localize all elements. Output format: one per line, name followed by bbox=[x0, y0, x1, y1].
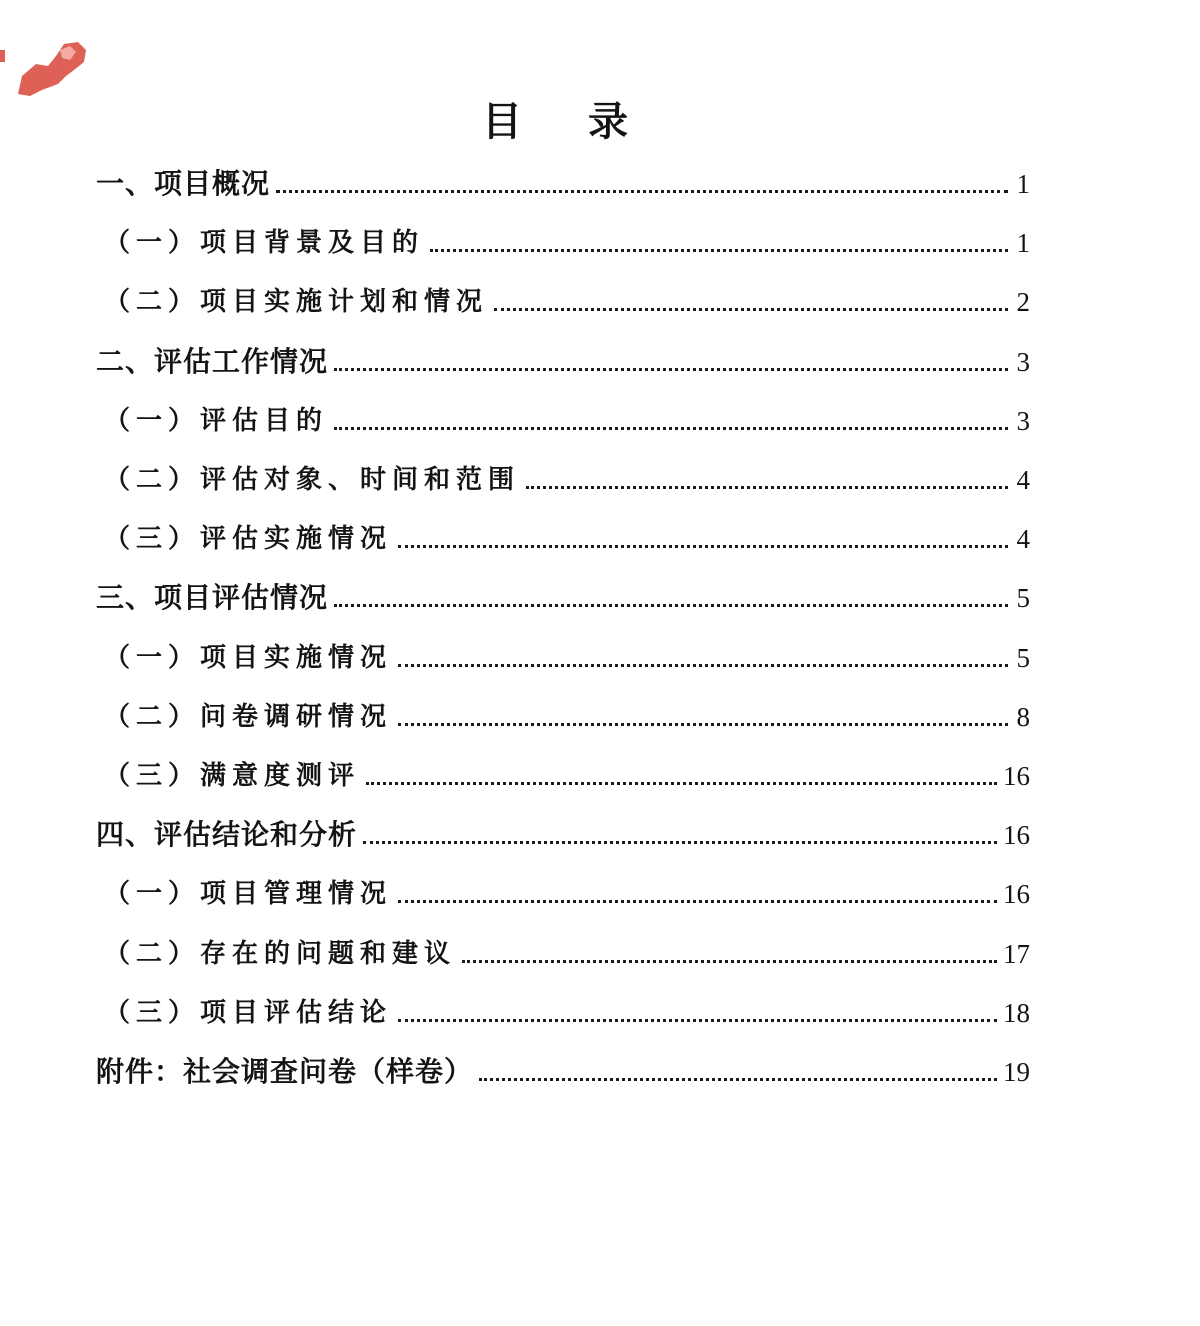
toc-subsection-entry bbox=[104, 458, 1030, 498]
toc-entry-label: 一、项目概况 bbox=[96, 167, 271, 200]
toc-page-number: 16 bbox=[1003, 761, 1030, 791]
dot-leader bbox=[462, 960, 997, 963]
toc-page-number: 5 bbox=[1016, 643, 1030, 673]
toc-section-entry bbox=[96, 813, 1030, 853]
toc-entry-label: （一）项目实施情况 bbox=[104, 643, 393, 673]
toc-page-number: 8 bbox=[1016, 702, 1030, 732]
toc-entry-label: （一）项目管理情况 bbox=[104, 879, 393, 909]
toc-entry-label: 四、评估结论和分析 bbox=[96, 818, 358, 851]
dot-leader bbox=[276, 190, 1008, 193]
toc-subsection-entry bbox=[104, 932, 1030, 972]
dot-leader bbox=[398, 664, 1008, 667]
toc-subsection-entry bbox=[104, 754, 1030, 794]
toc-subsection-entry bbox=[104, 280, 1030, 320]
toc-page-number: 3 bbox=[1016, 406, 1030, 436]
toc-section-entry bbox=[96, 340, 1030, 380]
toc-page-number: 17 bbox=[1003, 939, 1030, 969]
toc-section-entry bbox=[96, 576, 1030, 616]
dot-leader bbox=[526, 486, 1008, 489]
toc-section-entry bbox=[96, 1050, 1030, 1090]
toc-entry-label: 三、项目评估情况 bbox=[96, 581, 329, 614]
toc-page-number: 4 bbox=[1016, 465, 1030, 495]
toc-page-number: 1 bbox=[1016, 228, 1030, 258]
toc-page-number: 16 bbox=[1003, 879, 1030, 909]
toc-entry-label: （三）项目评估结论 bbox=[104, 998, 393, 1028]
toc-entry-label: （二）评估对象、时间和范围 bbox=[104, 465, 521, 495]
toc-entry-label: （二）问卷调研情况 bbox=[104, 702, 393, 732]
dot-leader bbox=[398, 545, 1008, 548]
dot-leader bbox=[398, 900, 997, 903]
toc-subsection-entry bbox=[104, 695, 1030, 735]
dot-leader bbox=[494, 308, 1008, 311]
toc-page-number: 18 bbox=[1003, 998, 1030, 1028]
toc-subsection-entry bbox=[104, 517, 1030, 557]
toc-entry-label: （三）满意度测评 bbox=[104, 761, 361, 791]
dot-leader bbox=[363, 841, 997, 844]
toc-page-number: 1 bbox=[1016, 169, 1030, 199]
toc-page-number: 5 bbox=[1016, 583, 1030, 613]
toc-entry-label: （三）评估实施情况 bbox=[104, 524, 393, 554]
toc-entry-label: （一）评估目的 bbox=[104, 406, 329, 436]
toc-entry-label: （一）项目背景及目的 bbox=[104, 228, 425, 258]
dot-leader bbox=[479, 1078, 997, 1081]
dot-leader bbox=[334, 604, 1008, 607]
toc-subsection-entry bbox=[104, 399, 1030, 439]
toc-subsection-entry bbox=[104, 991, 1030, 1031]
toc-entry-label: （二）存在的问题和建议 bbox=[104, 939, 457, 969]
page-title: 目 录 bbox=[482, 99, 654, 145]
toc-subsection-entry bbox=[104, 221, 1030, 261]
toc-page-number: 16 bbox=[1003, 820, 1030, 850]
dot-leader bbox=[398, 723, 1008, 726]
toc-entry-label: （二）项目实施计划和情况 bbox=[104, 287, 489, 317]
dot-leader bbox=[334, 427, 1008, 430]
toc-page-number: 4 bbox=[1016, 524, 1030, 554]
dot-leader bbox=[366, 782, 997, 785]
toc-subsection-entry bbox=[104, 636, 1030, 676]
toc-entry-label: 附件：社会调查问卷（样卷） bbox=[96, 1055, 474, 1088]
toc-entry-label: 二、评估工作情况 bbox=[96, 345, 329, 378]
toc-page-number: 2 bbox=[1016, 287, 1030, 317]
dot-leader bbox=[430, 249, 1008, 252]
toc-page-number: 19 bbox=[1003, 1057, 1030, 1087]
toc-section-entry bbox=[96, 162, 1030, 202]
toc-page-number: 3 bbox=[1016, 347, 1030, 377]
dot-leader bbox=[398, 1019, 997, 1022]
toc-subsection-entry bbox=[104, 872, 1030, 912]
dot-leader bbox=[334, 368, 1008, 371]
